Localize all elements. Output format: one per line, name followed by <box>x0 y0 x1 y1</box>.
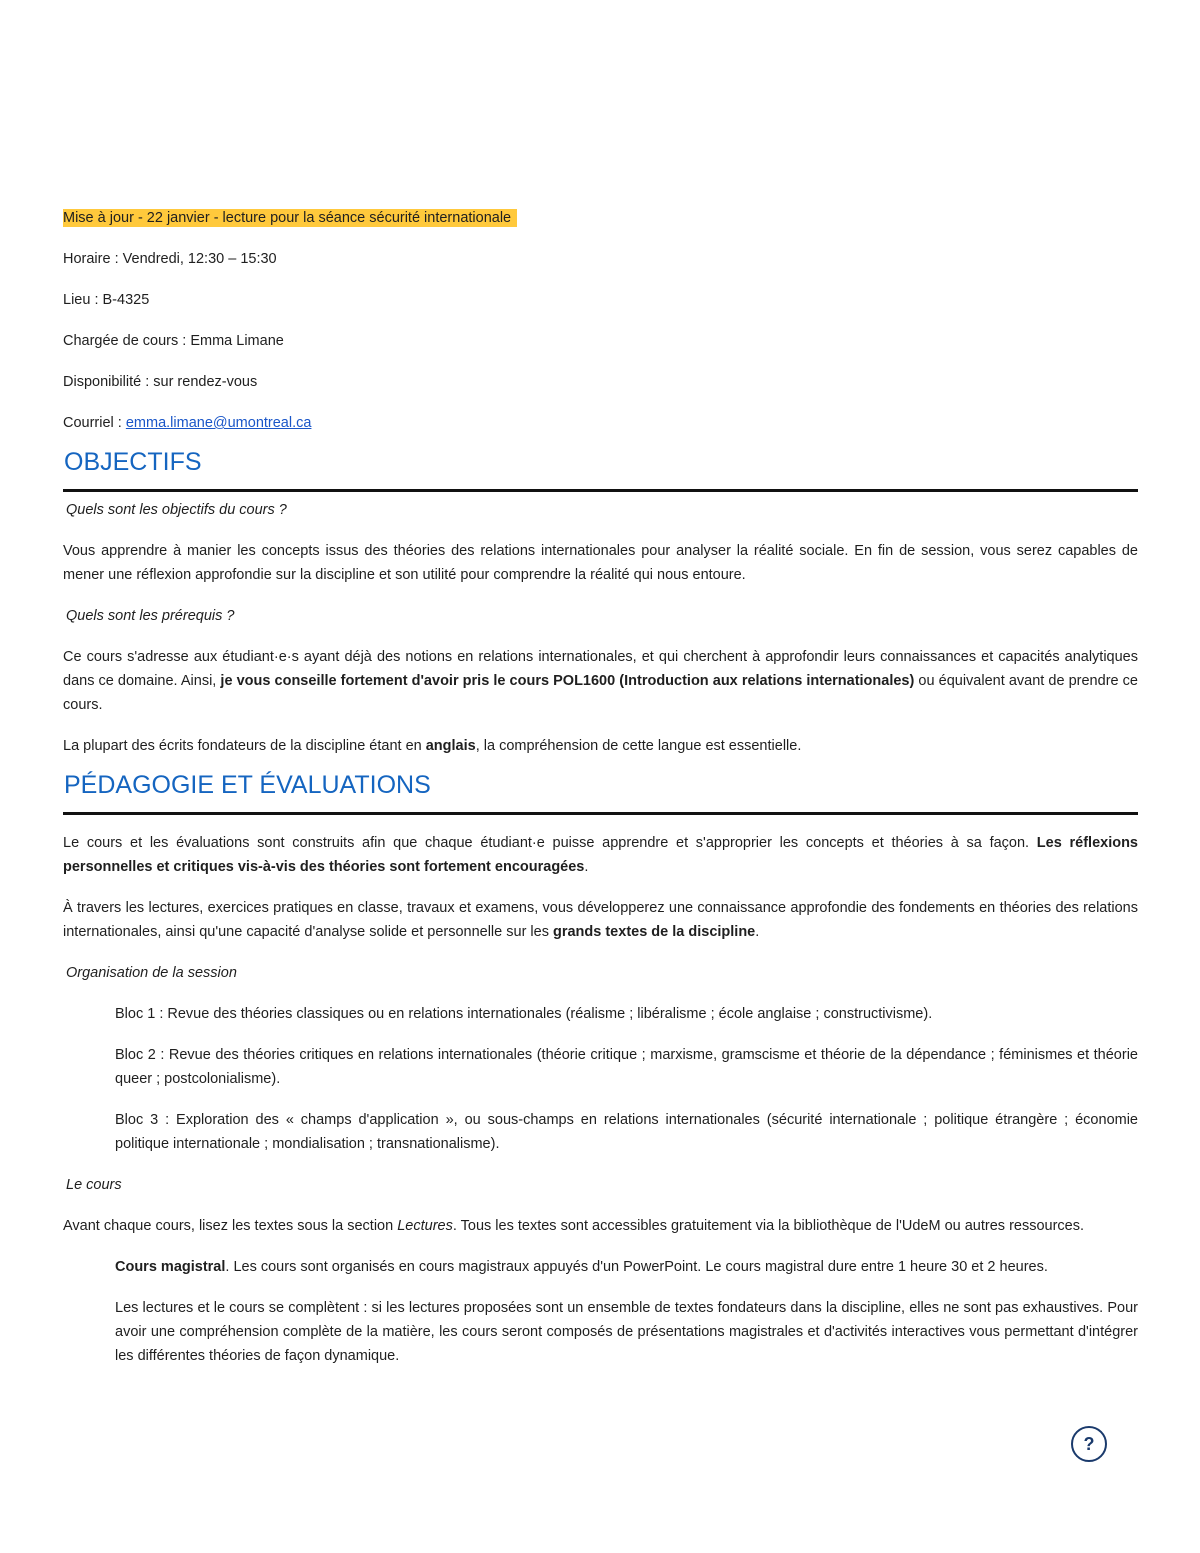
location-line: Lieu : B-4325 <box>63 292 150 308</box>
pedagogie-paragraph-2: À travers les lectures, exercices pratiques en classe, travaux et examens, vous développerez une connaissance approfondie des fondements en théories des relations internationales, ainsi qu'une capacité d'analyse solide et personnelle sur les grands textes de la discipline. <box>63 900 1138 940</box>
instructor-line: Chargée de cours : Emma Limane <box>63 333 284 349</box>
prerequis-paragraph: Ce cours s'adresse aux étudiant·e·s ayant déjà des notions en relations internationales, et qui cherchent à approfondir leurs connaissances et capacités analytiques dans ce domaine. Ainsi, je vous conseille fortement d'avoir pris le cours POL1600 (Introduction aux relations internationales) ou équivalent avant de prendre ce cours. <box>63 649 1138 713</box>
prerequis-question: Quels sont les prérequis ? <box>66 608 235 624</box>
update-banner: Mise à jour - 22 janvier - lecture pour la séance sécurité internationale <box>63 206 1138 230</box>
email-line: Courriel : emma.limane@umontreal.ca <box>63 415 312 431</box>
bloc-1: Bloc 1 : Revue des théories classiques ou en relations internationales (réalisme ; libéralisme ; école anglaise ; constructivisme). <box>115 1006 933 1022</box>
syllabus-page <box>63 206 1138 1368</box>
bloc-3: Bloc 3 : Exploration des « champs d'application », ou sous-champs en relations internationales (sécurité internationale ; politique étrangère ; économie politique internationale ; mondialisation ; transnationalisme). <box>115 1112 1138 1152</box>
cours-magistral-paragraph: Cours magistral. Les cours sont organisés en cours magistraux appuyés d'un PowerPoint. Le cours magistral dure entre 1 heure 30 et 2 heures. <box>115 1259 1048 1275</box>
langue-paragraph: La plupart des écrits fondateurs de la discipline étant en anglais, la compréhension de cette langue est essentielle. <box>63 738 802 754</box>
help-button[interactable]: ? <box>1071 1426 1107 1462</box>
objectifs-heading: OBJECTIFS <box>63 448 1138 492</box>
cours-paragraph: Avant chaque cours, lisez les textes sous la section Lectures. Tous les textes sont accessibles gratuitement via la bibliothèque de l'UdeM ou autres ressources. <box>63 1218 1085 1234</box>
schedule-line: Horaire : Vendredi, 12:30 – 15:30 <box>63 251 277 267</box>
objectifs-question: Quels sont les objectifs du cours ? <box>66 502 287 518</box>
pedagogie-paragraph-1: Le cours et les évaluations sont construits afin que chaque étudiant·e puisse apprendre et s'approprier les concepts et théories à sa façon. Les réflexions personnelles et critiques vis-à-vis des théories sont fortement encouragées. <box>63 835 1138 875</box>
email-link[interactable]: emma.limane@umontreal.ca <box>125 415 312 431</box>
pedagogie-heading: PÉDAGOGIE ET ÉVALUATIONS <box>63 771 1138 815</box>
cours-heading: Le cours <box>66 1177 122 1193</box>
organisation-heading: Organisation de la session <box>66 965 237 981</box>
availability-line: Disponibilité : sur rendez-vous <box>63 374 258 390</box>
objectifs-paragraph: Vous apprendre à manier les concepts issus des théories des relations internationales pour analyser la réalité sociale. En fin de session, vous serez capables de mener une réflexion approfondie sur la discipline et son utilité pour comprendre la réalité qui nous entoure. <box>63 543 1138 583</box>
lectures-paragraph: Les lectures et le cours se complètent : si les lectures proposées sont un ensemble de textes fondateurs dans la discipline, elles ne sont pas exhaustives. Pour avoir une compréhension complète de la matière, les cours seront composés de présentations magistrales et d'activités interactives vous permettant d'intégrer les différentes théories de façon dynamique. <box>115 1300 1138 1364</box>
bloc-2: Bloc 2 : Revue des théories critiques en relations internationales (théorie critique ; marxisme, gramscisme et théorie de la dépendance ; féminismes et théorie queer ; postcolonialisme). <box>115 1047 1138 1087</box>
